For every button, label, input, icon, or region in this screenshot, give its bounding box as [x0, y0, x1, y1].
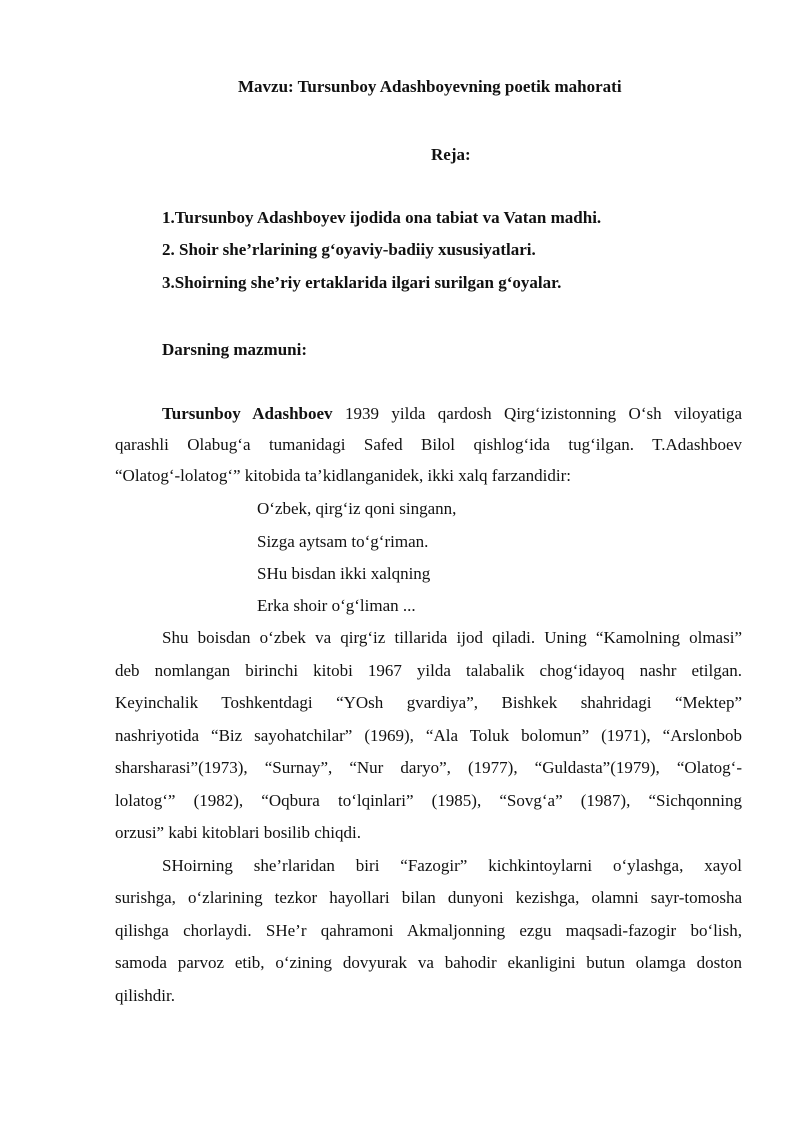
content-heading: Darsning mazmuni:	[162, 340, 307, 359]
poem-line: Erka shoir o‘g‘liman ...	[257, 596, 416, 615]
paragraph-line: orzusi” kabi kitoblari bosilib chiqdi.	[115, 823, 361, 842]
author-name: Tursunboy Adashboev	[162, 404, 333, 423]
paragraph-line: sharsharasi”(1973), “Surnay”, “Nur daryo”, (1977), “Guldasta”(1979), “Olatog‘-	[115, 758, 742, 777]
plan-heading: Reja:	[431, 145, 471, 164]
paragraph-line: qilishga chorlaydi. SHe’r qahramoni Akmaljonning ezgu maqsadi-fazogir bo‘lish,	[115, 921, 742, 940]
poem-line: SHu bisdan ikki xalqning	[257, 564, 431, 583]
paragraph-line: Keyinchalik Toshkentdagi “YOsh gvardiya”, Bishkek shahridagi “Mektep”	[115, 693, 742, 712]
paragraph-line: Tursunboy Adashboev 1939 yilda qardosh Qirg‘izistonning O‘sh viloyatiga	[162, 404, 742, 423]
paragraph-line: Shu boisdan o‘zbek va qirg‘iz tillarida ijod qiladi. Uning “Kamolning olmasi”	[162, 628, 742, 647]
plan-item: 2. Shoir she’rlarining g‘oyaviy-badiiy xususiyatlari.	[162, 240, 536, 259]
plan-item: 1.Tursunboy Adashboyev ijodida ona tabiat va Vatan madhi.	[162, 208, 602, 227]
paragraph-line: qarashli Olabug‘a tumanidagi Safed Bilol qishlog‘ida tug‘ilgan. T.Adashboev	[115, 435, 742, 454]
document-title: Mavzu: Tursunboy Adashboyevning poetik mahorati	[238, 77, 622, 96]
poem-line: Sizga aytsam to‘g‘riman.	[257, 532, 429, 551]
paragraph-line: surishga, o‘zlarining tezkor hayollari bilan dunyoni kezishga, olamni sayr-tomosha	[115, 888, 742, 907]
paragraph-line: “Olatog‘-lolatog‘” kitobida ta’kidlanganidek, ikki xalq farzandidir:	[115, 466, 572, 485]
paragraph-line: lolatog‘” (1982), “Oqbura to‘lqinlari” (1985), “Sovg‘a” (1987), “Sichqonning	[115, 791, 742, 810]
paragraph-line: samoda parvoz etib, o‘zining dovyurak va bahodir ekanligini butun olamga doston	[115, 953, 742, 972]
paragraph-line: deb nomlangan birinchi kitobi 1967 yilda talabalik chog‘idayoq nashr etilgan.	[115, 661, 742, 680]
paragraph-line: SHoirning she’rlaridan biri “Fazogir” kichkintoylarni o‘ylashga, xayol	[162, 856, 742, 875]
paragraph-line: nashriyotida “Biz sayohatchilar” (1969), “Ala Toluk bolomun” (1971), “Arslonbob	[115, 726, 742, 745]
poem-line: O‘zbek, qirg‘iz qoni singann,	[257, 499, 457, 518]
plan-item: 3.Shoirning she’riy ertaklarida ilgari surilgan g‘oyalar.	[162, 273, 562, 292]
paragraph-line: qilishdir.	[115, 986, 175, 1005]
